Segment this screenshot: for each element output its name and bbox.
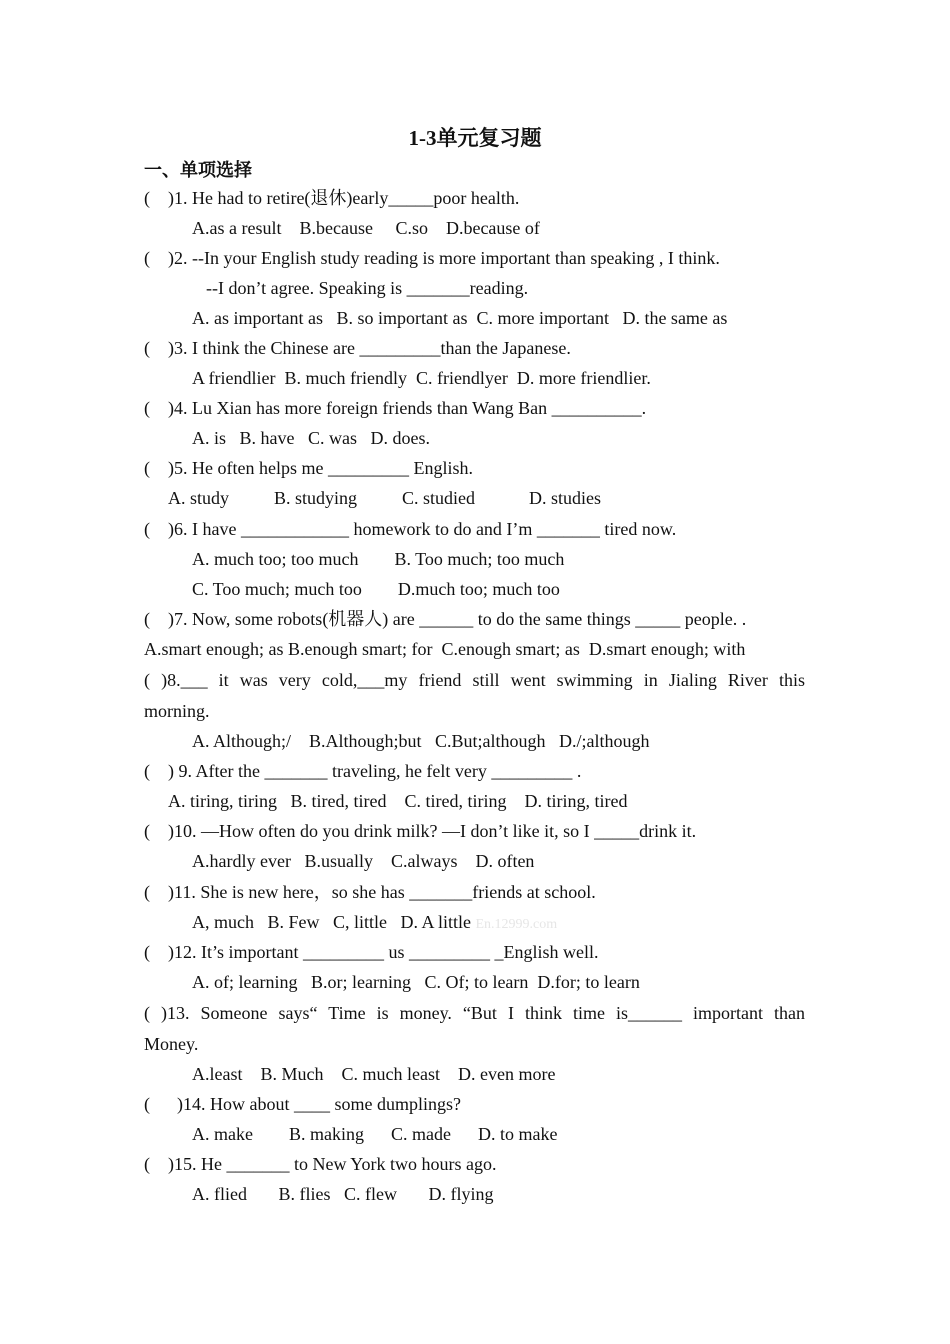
question-1: ( )1. He had to retire(退休)early_____poor health. bbox=[144, 188, 520, 208]
question-9-options: A. tiring, tiring B. tired, tired C. tired, tiring D. tiring, tired bbox=[168, 791, 628, 811]
question-7-options: A.smart enough; as B.enough smart; for C.enough smart; as D.smart enough; with bbox=[144, 639, 746, 659]
page-title: 1-3单元复习题 bbox=[408, 126, 542, 150]
question-2-dialog: --I don’t agree. Speaking is _______reading. bbox=[206, 278, 529, 298]
question-8-options: A. Although;/ B.Although;but C.But;although D./;although bbox=[192, 731, 650, 751]
question-4: ( )4. Lu Xian has more foreign friends than Wang Ban __________. bbox=[144, 398, 647, 418]
question-2: ( )2. --In your English study reading is more important than speaking , I think. bbox=[144, 248, 720, 268]
question-11: ( )11. She is new here，so she has _______friends at school. bbox=[144, 882, 596, 902]
question-15: ( )15. He _______ to New York two hours ago. bbox=[144, 1154, 497, 1174]
question-14-options: A. make B. making C. made D. to make bbox=[192, 1124, 558, 1144]
question-8: ( )8.___ it was very cold,___my friend still went swimming in Jialing River this bbox=[144, 670, 805, 690]
question-5-options: A. study B. studying C. studied D. studies bbox=[168, 488, 602, 508]
question-2-options: A. as important as B. so important as C. more important D. the same as bbox=[192, 308, 728, 328]
watermark: En.12999.com bbox=[475, 917, 558, 932]
question-13-continued: Money. bbox=[144, 1034, 199, 1054]
question-12: ( )12. It’s important _________ us _________ _English well. bbox=[144, 942, 599, 962]
question-8-continued: morning. bbox=[144, 701, 210, 721]
question-4-options: A. is B. have C. was D. does. bbox=[192, 428, 430, 448]
question-15-options: A. flied B. flies C. flew D. flying bbox=[192, 1184, 494, 1204]
question-11-options-text: A, much B. Few C, little D. A little bbox=[192, 912, 471, 932]
section-heading: 一、单项选择 bbox=[144, 160, 252, 180]
question-13-options: A.least B. Much C. much least D. even more bbox=[192, 1064, 556, 1084]
question-6: ( )6. I have ____________ homework to do and I’m _______ tired now. bbox=[144, 519, 677, 539]
question-9: ( ) 9. After the _______ traveling, he felt very _________ . bbox=[144, 761, 582, 781]
question-14: ( )14. How about ____ some dumplings? bbox=[144, 1094, 461, 1114]
question-6-options-1: A. much too; too much B. Too much; too much bbox=[192, 549, 565, 569]
question-10: ( )10. —How often do you drink milk? —I don’t like it, so I _____drink it. bbox=[144, 821, 697, 841]
question-11-options bbox=[192, 907, 557, 937]
question-12-options: A. of; learning B.or; learning C. Of; to learn D.for; to learn bbox=[192, 972, 640, 992]
question-10-options: A.hardly ever B.usually C.always D. often bbox=[192, 851, 535, 871]
question-3-options: A friendlier B. much friendly C. friendlyer D. more friendlier. bbox=[192, 368, 651, 388]
question-6-options-2: C. Too much; much too D.much too; much too bbox=[192, 579, 560, 599]
question-7: ( )7. Now, some robots(机器人) are ______ to do the same things _____ people. . bbox=[144, 609, 747, 629]
question-1-options: A.as a result B.because C.so D.because of bbox=[192, 218, 540, 238]
question-13: ( )13. Someone says“ Time is money. “But I think time is______ important than bbox=[144, 1003, 805, 1023]
question-3: ( )3. I think the Chinese are _________than the Japanese. bbox=[144, 338, 571, 358]
question-5: ( )5. He often helps me _________ English. bbox=[144, 458, 473, 478]
